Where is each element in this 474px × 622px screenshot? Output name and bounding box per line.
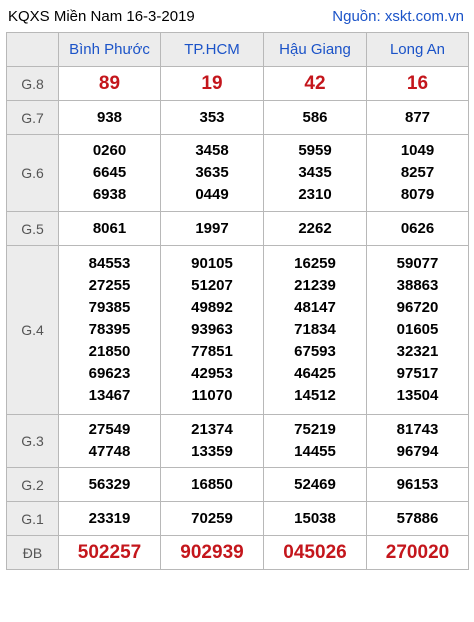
- prize-label: G.2: [7, 468, 59, 502]
- prize-number: 93963: [191, 321, 233, 338]
- prize-number: 56329: [88, 475, 131, 493]
- prize-number: 69623: [88, 365, 131, 382]
- prize-number: 1049: [400, 142, 435, 159]
- prize-number: 32321: [396, 343, 439, 360]
- prize-number: 75219: [294, 421, 336, 438]
- prize-cell: [59, 536, 161, 570]
- results-table: [6, 32, 469, 570]
- prize-number: 38863: [396, 277, 439, 294]
- prize-cell: [264, 468, 367, 502]
- prize-number: 42953: [191, 365, 233, 382]
- header-row: [7, 33, 469, 67]
- prize-cell: [161, 67, 264, 101]
- prize-number: 89: [98, 72, 121, 94]
- prize-label: G.5: [7, 212, 59, 246]
- prize-number: 67593: [294, 343, 336, 360]
- prize-number: 8061: [92, 219, 127, 237]
- prize-number: 78395: [88, 321, 131, 338]
- prize-cell: [59, 135, 161, 212]
- prize-number: 270020: [385, 541, 450, 563]
- source-link[interactable]: Nguồn: xskt.com.vn: [332, 8, 464, 25]
- prize-cell: [367, 502, 469, 536]
- prize-cell: [367, 536, 469, 570]
- prize-row: [7, 101, 469, 135]
- prize-number: 46425: [294, 365, 336, 382]
- prize-number: 902939: [180, 541, 244, 563]
- prize-number: 16: [406, 72, 429, 94]
- prize-number: 96794: [396, 443, 439, 460]
- prize-cell: [161, 212, 264, 246]
- prize-label: G.6: [7, 135, 59, 212]
- prize-number: 71834: [294, 321, 336, 338]
- prize-number: 97517: [396, 365, 439, 382]
- results-panel: [6, 6, 468, 570]
- prize-number: 8079: [400, 186, 435, 203]
- prize-number: 11070: [191, 387, 233, 404]
- prize-number: 16259: [294, 255, 336, 272]
- prize-label: ĐB: [7, 536, 59, 570]
- prize-number: 5959: [298, 142, 332, 159]
- prize-label: G.8: [7, 67, 59, 101]
- prize-number: 59077: [396, 255, 439, 272]
- prize-row: [7, 67, 469, 101]
- prize-number: 27549: [88, 421, 131, 438]
- prize-number: 2310: [298, 186, 332, 203]
- prize-number: 353: [199, 108, 225, 126]
- prize-cell: [59, 101, 161, 135]
- province-header[interactable]: TP.HCM: [161, 33, 264, 67]
- prize-cell: [264, 212, 367, 246]
- prize-cell: [367, 415, 469, 468]
- prize-cell: [59, 212, 161, 246]
- prize-row: [7, 246, 469, 415]
- prize-cell: [161, 101, 264, 135]
- prize-number: 19: [201, 72, 223, 94]
- prize-cell: [264, 246, 367, 415]
- prize-number: 13504: [396, 387, 439, 404]
- prize-number: 14455: [294, 443, 336, 460]
- prize-number: 21239: [294, 277, 336, 294]
- prize-cell: [59, 246, 161, 415]
- prize-cell: [367, 468, 469, 502]
- prize-number: 90105: [191, 255, 233, 272]
- prize-number: 0449: [195, 186, 229, 203]
- prize-number: 16850: [191, 475, 233, 493]
- prize-number: 045026: [283, 541, 347, 563]
- prize-number: 21850: [88, 343, 131, 360]
- prize-number: 586: [302, 108, 328, 126]
- prize-number: 57886: [396, 509, 439, 527]
- prize-row: [7, 212, 469, 246]
- prize-cell: [161, 415, 264, 468]
- prize-body: [7, 67, 469, 570]
- prize-number: 47748: [88, 443, 131, 460]
- prize-cell: [161, 135, 264, 212]
- prize-row: [7, 415, 469, 468]
- prize-number: 14512: [294, 387, 336, 404]
- prize-number: 877: [404, 108, 431, 126]
- prize-cell: [264, 415, 367, 468]
- prize-cell: [264, 135, 367, 212]
- prize-cell: [264, 67, 367, 101]
- prize-number: 23319: [88, 509, 131, 527]
- prize-label: G.4: [7, 246, 59, 415]
- prize-number: 51207: [191, 277, 233, 294]
- prize-number: 70259: [191, 509, 233, 527]
- prize-cell: [264, 502, 367, 536]
- prize-cell: [367, 135, 469, 212]
- prize-label: G.3: [7, 415, 59, 468]
- prize-cell: [367, 101, 469, 135]
- prize-cell: [367, 212, 469, 246]
- page-title: KQXS Miền Nam 16-3-2019: [8, 8, 195, 25]
- province-header[interactable]: Bình Phước: [59, 33, 161, 67]
- prize-number: 52469: [294, 475, 336, 493]
- title-bar: [6, 6, 468, 32]
- prize-number: 81743: [396, 421, 439, 438]
- prize-label: G.1: [7, 502, 59, 536]
- prize-number: 2262: [298, 219, 332, 237]
- prize-cell: [264, 101, 367, 135]
- prize-number: 21374: [191, 421, 233, 438]
- prize-row: [7, 502, 469, 536]
- prize-number: 8257: [400, 164, 435, 181]
- prize-row: [7, 468, 469, 502]
- prize-number: 48147: [294, 299, 336, 316]
- prize-cell: [59, 502, 161, 536]
- prize-cell: [59, 468, 161, 502]
- prize-row: [7, 135, 469, 212]
- prize-cell: [367, 246, 469, 415]
- prize-number: 6645: [92, 164, 127, 181]
- province-header[interactable]: Hậu Giang: [264, 33, 367, 67]
- prize-number: 938: [96, 108, 123, 126]
- prize-cell: [161, 536, 264, 570]
- prize-number: 42: [304, 72, 326, 94]
- province-header[interactable]: Long An: [367, 33, 469, 67]
- prize-number: 3458: [195, 142, 229, 159]
- prize-number: 01605: [396, 321, 439, 338]
- prize-cell: [161, 468, 264, 502]
- prize-number: 77851: [191, 343, 233, 360]
- prize-number: 3635: [195, 164, 229, 181]
- prize-row: [7, 536, 469, 570]
- prize-number: 96153: [396, 475, 439, 493]
- prize-cell: [59, 415, 161, 468]
- prize-number: 0626: [400, 219, 435, 237]
- prize-cell: [264, 536, 367, 570]
- prize-number: 13467: [88, 387, 131, 404]
- prize-number: 502257: [77, 541, 142, 563]
- prize-cell: [367, 67, 469, 101]
- prize-number: 49892: [191, 299, 233, 316]
- prize-cell: [59, 67, 161, 101]
- prize-number: 1997: [195, 219, 229, 237]
- prize-number: 84553: [88, 255, 131, 272]
- prize-cell: [161, 246, 264, 415]
- prize-number: 3435: [298, 164, 332, 181]
- corner-cell: [7, 33, 59, 67]
- prize-label: G.7: [7, 101, 59, 135]
- prize-number: 79385: [88, 299, 131, 316]
- prize-number: 6938: [92, 186, 127, 203]
- prize-cell: [161, 502, 264, 536]
- prize-number: 27255: [88, 277, 131, 294]
- prize-number: 96720: [396, 299, 439, 316]
- prize-number: 15038: [294, 509, 336, 527]
- prize-number: 13359: [191, 443, 233, 460]
- prize-number: 0260: [92, 142, 127, 159]
